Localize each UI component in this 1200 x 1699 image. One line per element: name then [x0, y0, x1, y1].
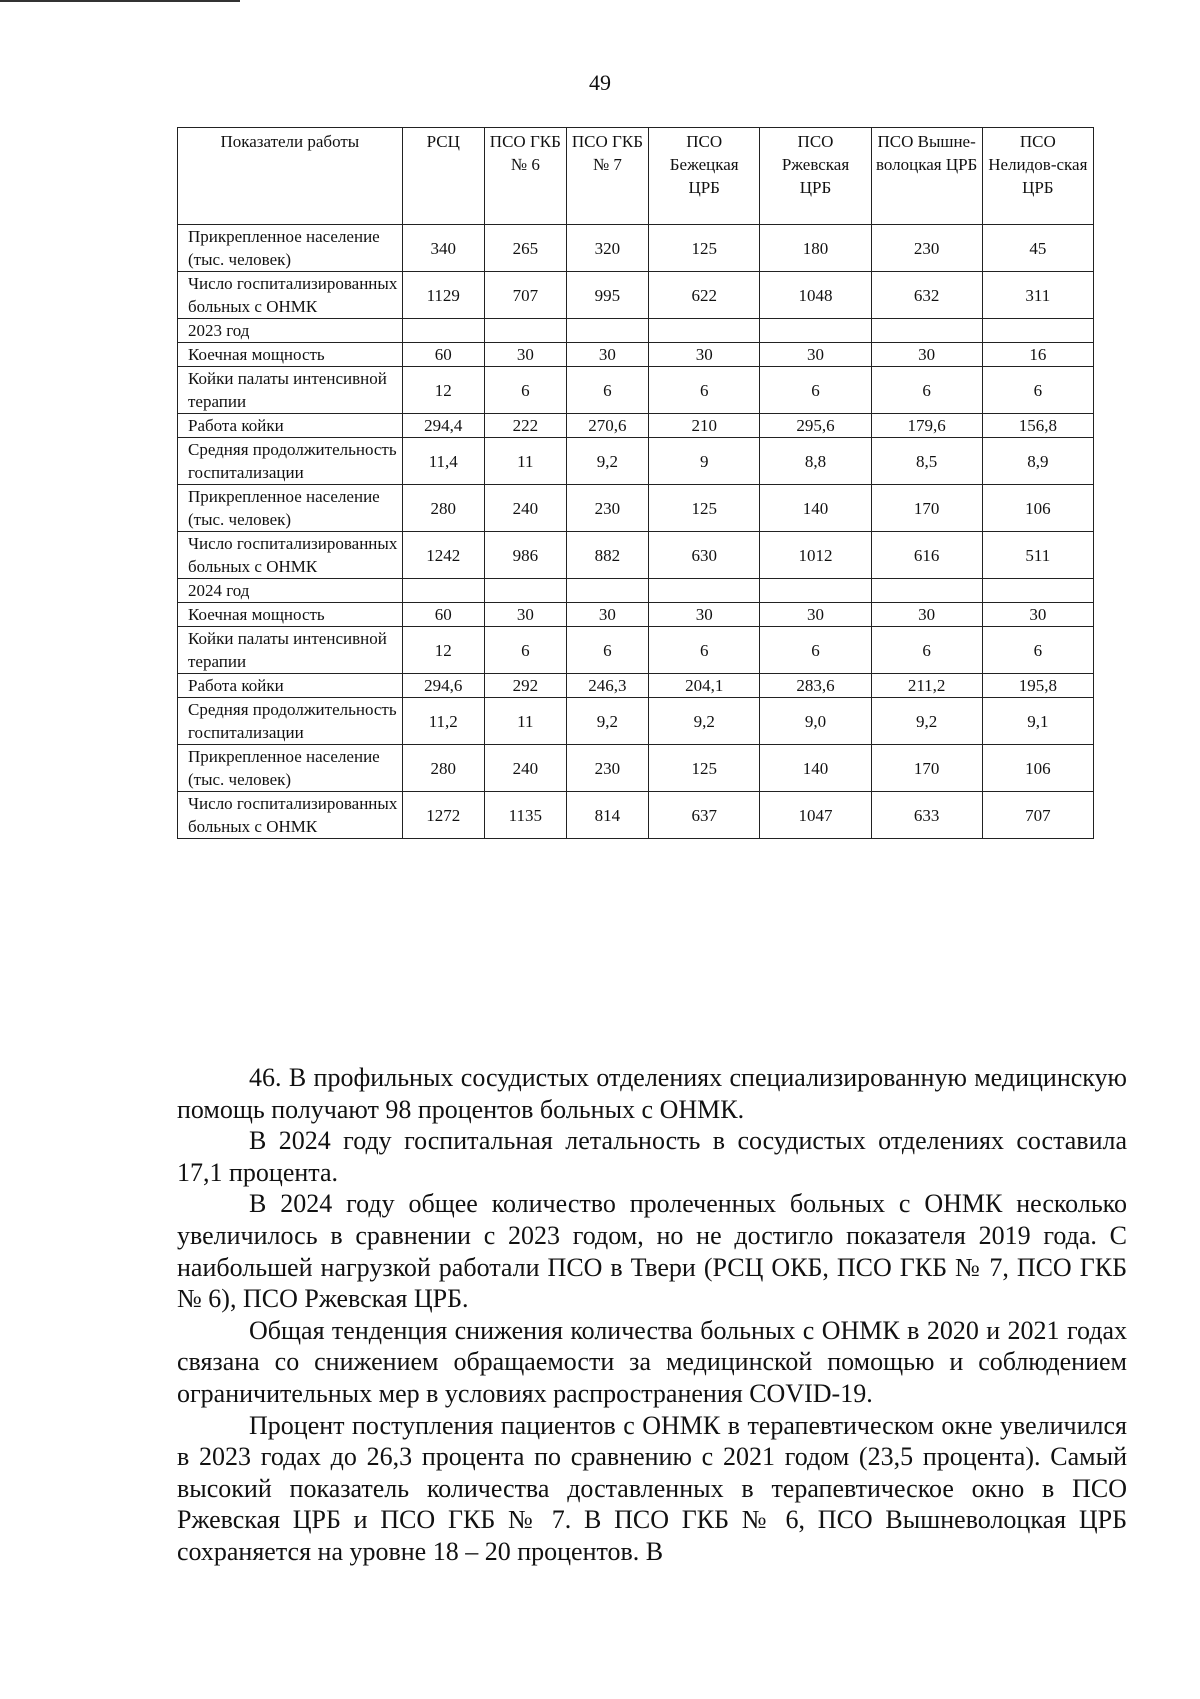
table-cell: 11,4	[402, 438, 484, 485]
row-label: 2023 год	[178, 319, 403, 343]
table-cell: 30	[484, 603, 566, 627]
table-cell: 9,0	[760, 698, 871, 745]
table-cell	[871, 579, 982, 603]
table-cell: 106	[982, 745, 1093, 792]
table-cell: 882	[566, 532, 648, 579]
body-paragraph: В 2024 году госпитальная летальность в сосудистых отделениях составила 17,1 процента.	[177, 1126, 1127, 1187]
table-cell	[871, 319, 982, 343]
table-cell: 6	[484, 367, 566, 414]
table-cell: 30	[982, 603, 1093, 627]
row-label: Средняя продолжительность госпитализации	[178, 698, 403, 745]
table-cell	[402, 579, 484, 603]
table-cell: 814	[566, 792, 648, 839]
row-label: Коечная мощность	[178, 343, 403, 367]
table-cell: 30	[566, 603, 648, 627]
table-cell: 9,2	[566, 438, 648, 485]
row-label: Средняя продолжительность госпитализации	[178, 438, 403, 485]
table-cell: 6	[760, 627, 871, 674]
table-cell: 320	[566, 225, 648, 272]
row-label: Число госпитализированных больных с ОНМК	[178, 532, 403, 579]
table-cell: 6	[484, 627, 566, 674]
table-cell: 230	[871, 225, 982, 272]
body-paragraph: Общая тенденция снижения количества больных с ОНМК в 2020 и 2021 годах связана со снижением обращаемости за медицинской помощью и соблюдением ограничительных мер в условиях распространения COVID-19.	[177, 1315, 1127, 1408]
row-label: Число госпитализированных больных с ОНМК	[178, 792, 403, 839]
row-label: Прикрепленное население (тыс. человек)	[178, 225, 403, 272]
row-label: Работа койки	[178, 414, 403, 438]
table-cell: 106	[982, 485, 1093, 532]
column-header-gkb6: ПСО ГКБ № 6	[484, 128, 566, 225]
table-cell: 270,6	[566, 414, 648, 438]
table-cell: 11,2	[402, 698, 484, 745]
table-cell: 622	[649, 272, 760, 319]
table-cell: 30	[760, 603, 871, 627]
table-cell	[982, 319, 1093, 343]
table-cell: 125	[649, 485, 760, 532]
table-row	[178, 319, 1094, 343]
table-cell: 9	[649, 438, 760, 485]
row-label: Прикрепленное население (тыс. человек)	[178, 745, 403, 792]
table-cell: 707	[982, 792, 1093, 839]
table-cell: 30	[871, 343, 982, 367]
table-cell: 6	[871, 627, 982, 674]
table-cell	[760, 319, 871, 343]
row-label: Койки палаты интенсивной терапии	[178, 627, 403, 674]
table-cell: 707	[484, 272, 566, 319]
table-cell: 1242	[402, 532, 484, 579]
table-cell: 30	[760, 343, 871, 367]
table-cell: 8,9	[982, 438, 1093, 485]
table-cell: 180	[760, 225, 871, 272]
table-cell: 1012	[760, 532, 871, 579]
table-cell: 340	[402, 225, 484, 272]
table-body	[178, 225, 1094, 839]
table-cell: 211,2	[871, 674, 982, 698]
table-cell: 246,3	[566, 674, 648, 698]
table-cell: 8,5	[871, 438, 982, 485]
table-cell: 9,2	[871, 698, 982, 745]
table-row	[178, 698, 1094, 745]
table-row	[178, 579, 1094, 603]
table-cell: 6	[982, 367, 1093, 414]
row-label: Прикрепленное население (тыс. человек)	[178, 485, 403, 532]
body-paragraph: В 2024 году общее количество пролеченных больных с ОНМК несколько увеличилось в сравнении с 2023 годом, но не достигло показателя 2019 года. С наибольшей нагрузкой работали ПСО в Твери (РСЦ ОКБ, ПСО ГКБ № 7, ПСО ГКБ № 6), ПСО Ржевская ЦРБ.	[177, 1189, 1127, 1314]
row-label: 2024 год	[178, 579, 403, 603]
column-header-indicator: Показатели работы	[178, 128, 403, 225]
table-row	[178, 485, 1094, 532]
page-number: 49	[589, 70, 611, 95]
table-cell: 8,8	[760, 438, 871, 485]
column-header-gkb7: ПСО ГКБ № 7	[566, 128, 648, 225]
table-cell: 311	[982, 272, 1093, 319]
table-cell: 12	[402, 367, 484, 414]
table-cell: 179,6	[871, 414, 982, 438]
body-text	[177, 1062, 1127, 1568]
table-cell: 140	[760, 745, 871, 792]
table-cell: 156,8	[982, 414, 1093, 438]
row-label: Работа койки	[178, 674, 403, 698]
table-cell: 30	[566, 343, 648, 367]
table-cell: 633	[871, 792, 982, 839]
table-cell: 280	[402, 745, 484, 792]
table-cell	[649, 319, 760, 343]
table-cell: 1129	[402, 272, 484, 319]
table-cell	[566, 319, 648, 343]
table-cell: 292	[484, 674, 566, 698]
body-paragraph: 46. В профильных сосудистых отделениях специализированную медицинскую помощь получают 98 процентов больных с ОНМК.	[177, 1063, 1127, 1124]
table-cell: 1047	[760, 792, 871, 839]
table-cell	[484, 579, 566, 603]
table-cell: 11	[484, 698, 566, 745]
column-header-vyshnevolotsk: ПСО Вышне-волоцкая ЦРБ	[871, 128, 982, 225]
table-cell: 9,1	[982, 698, 1093, 745]
table-row	[178, 414, 1094, 438]
table-cell: 1135	[484, 792, 566, 839]
table-row	[178, 272, 1094, 319]
table-cell: 9,2	[649, 698, 760, 745]
table-row	[178, 627, 1094, 674]
table-cell: 9,2	[566, 698, 648, 745]
table-cell: 995	[566, 272, 648, 319]
table-cell: 280	[402, 485, 484, 532]
table-row	[178, 532, 1094, 579]
table-cell: 125	[649, 745, 760, 792]
table-cell: 11	[484, 438, 566, 485]
body-paragraph: Процент поступления пациентов с ОНМК в терапевтическом окне увеличился в 2023 годах до 26,3 процента по сравнению с 2021 годом (23,5 процента). Самый высокий показатель количества доставленных в терапевтическое окно в ПСО Ржевская ЦРБ и ПСО ГКБ № 7. В ПСО ГКБ № 6, ПСО Вышневолоцкая ЦРБ сохраняется на уровне 18 – 20 процентов. В	[177, 1410, 1127, 1566]
table-cell: 295,6	[760, 414, 871, 438]
table-cell	[760, 579, 871, 603]
table-cell: 6	[566, 627, 648, 674]
table-cell: 6	[649, 627, 760, 674]
table-cell: 637	[649, 792, 760, 839]
table-row	[178, 603, 1094, 627]
table-row	[178, 792, 1094, 839]
table-cell	[484, 319, 566, 343]
table-cell: 6	[566, 367, 648, 414]
table-cell	[649, 579, 760, 603]
table-header	[178, 128, 1094, 225]
column-header-bezhetsk: ПСО Бежецкая ЦРБ	[649, 128, 760, 225]
table-cell: 1272	[402, 792, 484, 839]
top-edge-rule	[0, 0, 240, 2]
table-cell: 6	[760, 367, 871, 414]
table-row	[178, 225, 1094, 272]
table-cell: 265	[484, 225, 566, 272]
table-cell: 630	[649, 532, 760, 579]
table-cell: 294,6	[402, 674, 484, 698]
table-cell	[402, 319, 484, 343]
table-cell: 30	[871, 603, 982, 627]
table-cell	[982, 579, 1093, 603]
table-cell: 283,6	[760, 674, 871, 698]
stroke-units-statistics-table	[177, 127, 1094, 839]
table-row	[178, 745, 1094, 792]
table-cell: 30	[484, 343, 566, 367]
table-cell: 6	[982, 627, 1093, 674]
table-cell	[566, 579, 648, 603]
row-label: Число госпитализированных больных с ОНМК	[178, 272, 403, 319]
table-row	[178, 438, 1094, 485]
table-cell: 6	[649, 367, 760, 414]
row-label: Койки палаты интенсивной терапии	[178, 367, 403, 414]
table-cell: 230	[566, 485, 648, 532]
table-cell: 6	[871, 367, 982, 414]
table-cell: 1048	[760, 272, 871, 319]
table-cell: 170	[871, 745, 982, 792]
table-cell: 125	[649, 225, 760, 272]
table-cell: 294,4	[402, 414, 484, 438]
table-cell: 60	[402, 343, 484, 367]
column-header-rzhev: ПСО Ржевская ЦРБ	[760, 128, 871, 225]
table-cell: 204,1	[649, 674, 760, 698]
table-row	[178, 674, 1094, 698]
table-cell: 30	[649, 343, 760, 367]
table-cell: 240	[484, 745, 566, 792]
table-cell: 45	[982, 225, 1093, 272]
table-cell: 986	[484, 532, 566, 579]
table-cell: 30	[649, 603, 760, 627]
table-cell: 60	[402, 603, 484, 627]
table-cell: 230	[566, 745, 648, 792]
column-header-rsc: РСЦ	[402, 128, 484, 225]
table-cell: 222	[484, 414, 566, 438]
table-cell: 170	[871, 485, 982, 532]
table-cell: 632	[871, 272, 982, 319]
table-row	[178, 367, 1094, 414]
table-header-row	[178, 128, 1094, 225]
table-cell: 616	[871, 532, 982, 579]
column-header-nelidovo: ПСО Нелидов-ская ЦРБ	[982, 128, 1093, 225]
table-row	[178, 343, 1094, 367]
table-cell: 240	[484, 485, 566, 532]
table-cell: 16	[982, 343, 1093, 367]
table-cell: 140	[760, 485, 871, 532]
table-cell: 210	[649, 414, 760, 438]
table-cell: 12	[402, 627, 484, 674]
table-cell: 511	[982, 532, 1093, 579]
table-cell: 195,8	[982, 674, 1093, 698]
row-label: Коечная мощность	[178, 603, 403, 627]
